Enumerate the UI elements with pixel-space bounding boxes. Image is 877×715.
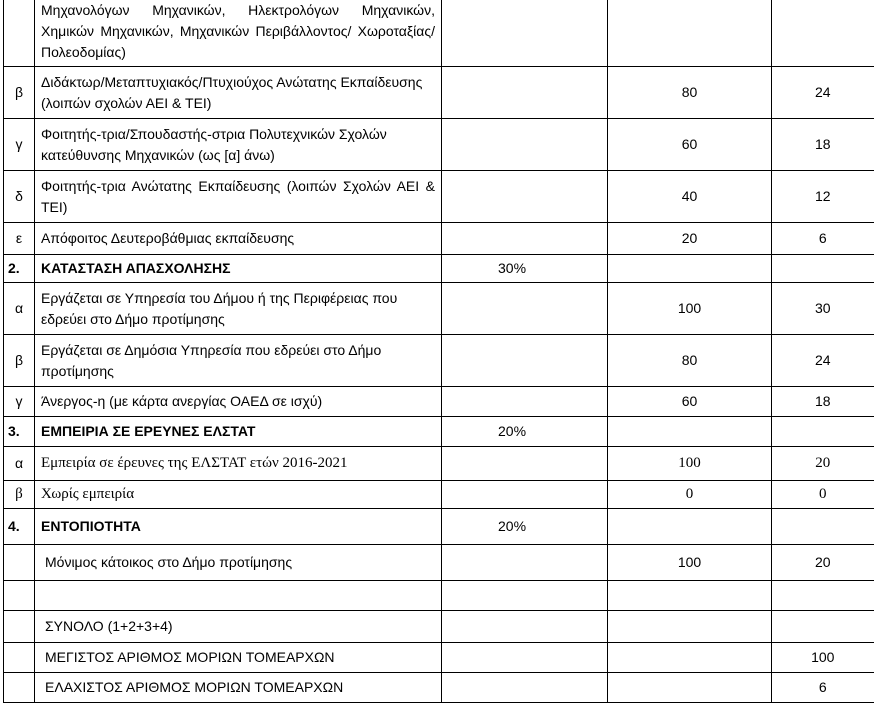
section-number: 2.: [4, 255, 35, 283]
criterion-score: 40: [608, 171, 772, 223]
criterion-weight: [442, 545, 608, 581]
criterion-description: Μόνιμος κάτοικος στο Δήμο προτίμησης: [35, 545, 442, 581]
criterion-score: [608, 417, 772, 447]
criterion-points: [772, 611, 874, 643]
row-code: δ: [4, 171, 35, 223]
section-header-row: [4, 509, 874, 545]
criterion-description: Χωρίς εμπειρία: [35, 481, 442, 509]
criterion-score: [608, 643, 772, 673]
criterion-description: Φοιτητής-τρια Ανώτατης Εκπαίδευσης (λοιπών Σχολών ΑΕΙ & ΤΕΙ): [35, 171, 442, 223]
table-row: [4, 119, 874, 171]
section-title: ΕΝΤΟΠΙΟΤΗΤΑ: [35, 509, 442, 545]
criterion-weight: [442, 387, 608, 417]
criterion-weight: [442, 223, 608, 255]
row-code: [4, 581, 35, 611]
criterion-score: 0: [608, 481, 772, 509]
criterion-description: Άνεργος-η (με κάρτα ανεργίας ΟΑΕΔ σε ισχύ): [35, 387, 442, 417]
criterion-points: 6: [772, 223, 874, 255]
table-row: [4, 223, 874, 255]
row-code: [4, 611, 35, 643]
criterion-weight: [442, 673, 608, 703]
criterion-score: 100: [608, 447, 772, 481]
criterion-description: Μηχανολόγων Μηχανικών, Ηλεκτρολόγων Μηχανικών, Χημικών Μηχανικών, Μηχανικών Περιβάλλοντος/ Χωροταξίας/ Πολεοδομίας): [35, 0, 442, 67]
min-points-value: 6: [772, 673, 874, 703]
criterion-score: 60: [608, 387, 772, 417]
criterion-points: 24: [772, 335, 874, 387]
criterion-weight: [442, 481, 608, 509]
section-weight: 30%: [442, 255, 608, 283]
row-code: γ: [4, 387, 35, 417]
table-row: [4, 447, 874, 481]
max-points-label: ΜΕΓΙΣΤΟΣ ΑΡΙΘΜΟΣ ΜΟΡΙΩΝ ΤΟΜΕΑΡΧΩΝ: [35, 643, 442, 673]
table-row: [4, 581, 874, 611]
criterion-weight: [442, 611, 608, 643]
criterion-score: [608, 673, 772, 703]
criterion-points: 18: [772, 387, 874, 417]
criterion-weight: [442, 447, 608, 481]
criterion-score: 60: [608, 119, 772, 171]
criterion-points: 18: [772, 119, 874, 171]
criterion-description: Φοιτητής-τρια/Σπουδαστής-στρια Πολυτεχνικών Σχολών κατεύθυνσης Μηχανικών (ως [α] άνω): [35, 119, 442, 171]
criterion-points: [772, 255, 874, 283]
max-points-value: 100: [772, 643, 874, 673]
criterion-score: 100: [608, 545, 772, 581]
row-code: α: [4, 447, 35, 481]
criterion-description: Εμπειρία σε έρευνες της ΕΛΣΤΑΤ ετών 2016-2021: [35, 447, 442, 481]
row-code: [4, 545, 35, 581]
criterion-weight: [442, 67, 608, 119]
row-code: [4, 673, 35, 703]
row-code: [4, 0, 35, 67]
criterion-score: 80: [608, 67, 772, 119]
criterion-points: 24: [772, 67, 874, 119]
table-row: [4, 545, 874, 581]
table-row: [4, 335, 874, 387]
criterion-score: 80: [608, 335, 772, 387]
min-points-row: [4, 673, 874, 703]
section-header-row: [4, 417, 874, 447]
section-number: 3.: [4, 417, 35, 447]
section-title: ΕΜΠΕΙΡΙΑ ΣΕ ΕΡΕΥΝΕΣ ΕΛΣΤΑΤ: [35, 417, 442, 447]
max-points-row: [4, 643, 874, 673]
criterion-weight: [442, 0, 608, 67]
criterion-points: [772, 417, 874, 447]
criterion-points: [772, 509, 874, 545]
section-number: 4.: [4, 509, 35, 545]
section-weight: 20%: [442, 417, 608, 447]
criterion-score: [608, 0, 772, 67]
table-row: [4, 387, 874, 417]
total-row: [4, 611, 874, 643]
criterion-weight: [442, 283, 608, 335]
criterion-weight: [442, 335, 608, 387]
min-points-label: ΕΛΑΧΙΣΤΟΣ ΑΡΙΘΜΟΣ ΜΟΡΙΩΝ ΤΟΜΕΑΡΧΩΝ: [35, 673, 442, 703]
criterion-score: [608, 255, 772, 283]
row-code: ε: [4, 223, 35, 255]
criterion-description: Εργάζεται σε Υπηρεσία του Δήμου ή της Περιφέρειας που εδρεύει στο Δήμο προτίμησης: [35, 283, 442, 335]
section-title: ΚΑΤΑΣΤΑΣΗ ΑΠΑΣΧΟΛΗΣΗΣ: [35, 255, 442, 283]
table-row: [4, 283, 874, 335]
section-header-row: [4, 255, 874, 283]
table-row: [4, 67, 874, 119]
section-weight: 20%: [442, 509, 608, 545]
row-code: [4, 643, 35, 673]
row-code: β: [4, 335, 35, 387]
table-row: [4, 481, 874, 509]
criterion-points: 20: [772, 447, 874, 481]
criterion-points: [772, 581, 874, 611]
row-code: β: [4, 67, 35, 119]
criterion-score: [608, 581, 772, 611]
row-code: α: [4, 283, 35, 335]
criterion-score: 20: [608, 223, 772, 255]
criterion-points: 30: [772, 283, 874, 335]
criterion-weight: [442, 119, 608, 171]
criterion-points: 12: [772, 171, 874, 223]
table-row: [4, 171, 874, 223]
total-label: ΣΥΝΟΛΟ (1+2+3+4): [35, 611, 442, 643]
criterion-weight: [442, 171, 608, 223]
criterion-points: [772, 0, 874, 67]
row-code: γ: [4, 119, 35, 171]
criterion-score: [608, 509, 772, 545]
criterion-description: [35, 581, 442, 611]
criterion-weight: [442, 581, 608, 611]
scoring-table: [3, 0, 874, 703]
criterion-points: 20: [772, 545, 874, 581]
criterion-description: Διδάκτωρ/Μεταπτυχιακός/Πτυχιούχος Ανώτατης Εκπαίδευσης (λοιπών σχολών ΑΕΙ & ΤΕΙ): [35, 67, 442, 119]
table-row: [4, 0, 874, 67]
criterion-score: 100: [608, 283, 772, 335]
criterion-description: Απόφοιτος Δευτεροβάθμιας εκπαίδευσης: [35, 223, 442, 255]
row-code: β: [4, 481, 35, 509]
criterion-score: [608, 611, 772, 643]
criterion-weight: [442, 643, 608, 673]
criterion-description: Εργάζεται σε Δημόσια Υπηρεσία που εδρεύει στο Δήμο προτίμησης: [35, 335, 442, 387]
criterion-points: 0: [772, 481, 874, 509]
